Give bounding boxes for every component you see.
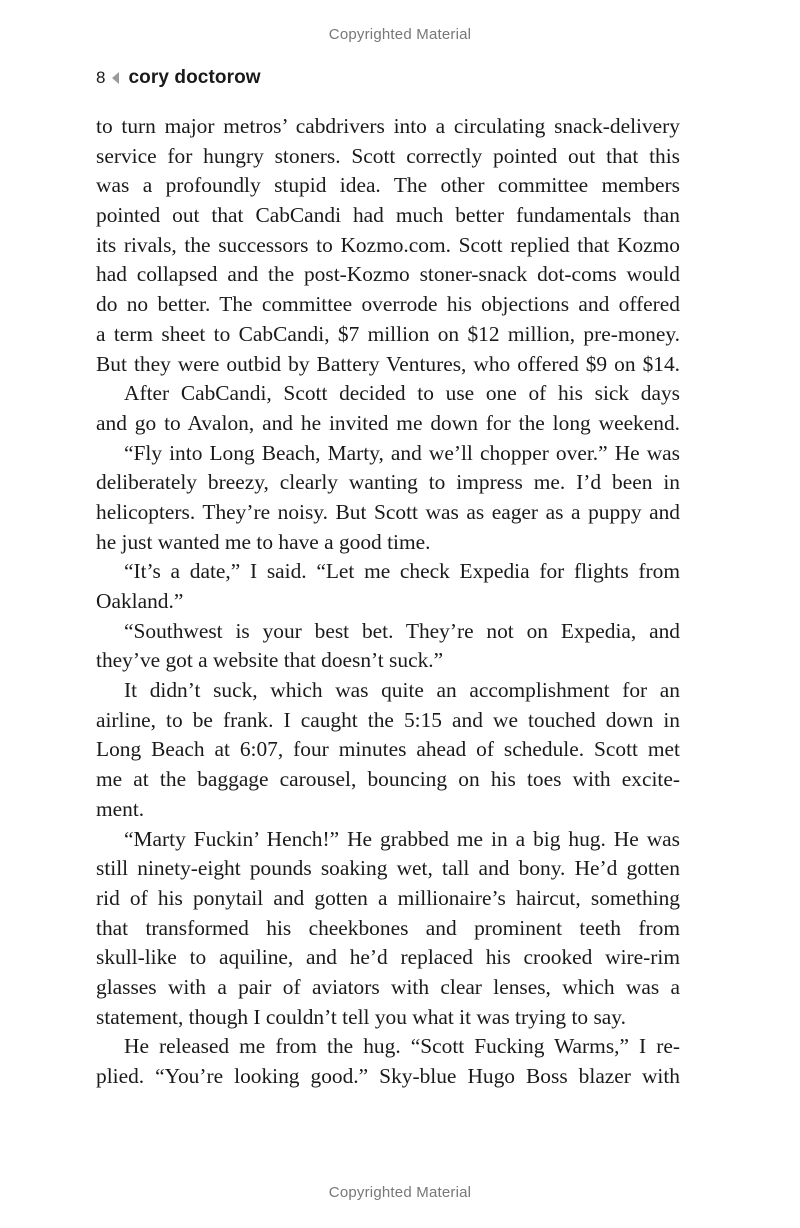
text-line: After CabCandi, Scott decided to use one of his sick days	[124, 381, 680, 406]
text-line: ment.	[96, 796, 145, 821]
text-line: “It’s a date,” I said. “Let me check Expedia for flights from	[124, 559, 680, 584]
copyright-watermark-bottom: Copyrighted Material	[328, 1184, 472, 1201]
running-head-author: cory doctorow	[128, 67, 261, 88]
text-line: Long Beach at 6:07, four minutes ahead of schedule. Scott met	[96, 737, 680, 762]
text-line: he just wanted me to have a good time.	[96, 529, 431, 554]
text-line: a term sheet to CabCandi, $7 million on $12 million, pre-money.	[96, 321, 680, 346]
text-line: to turn major metros’ cabdrivers into a circulating snack-delivery	[96, 114, 680, 138]
text-line: “Southwest is your best bet. They’re not on Expedia, and	[124, 618, 680, 643]
text-line: had collapsed and the post-Kozmo stoner-snack dot-coms would	[96, 262, 680, 287]
body-text	[96, 112, 680, 1092]
triangle-left-icon	[112, 72, 119, 84]
page-number: 8	[96, 68, 106, 87]
text-line: helicopters. They’re noisy. But Scott was as eager as a puppy and	[96, 499, 680, 524]
text-line: and go to Avalon, and he invited me down for the long weekend.	[96, 410, 680, 435]
text-line: He released me from the hug. “Scott Fucking Warms,” I re-	[124, 1034, 680, 1059]
text-line: that transformed his cheekbones and prominent teeth from	[96, 915, 680, 940]
text-line: its rivals, the successors to Kozmo.com. Scott replied that Kozmo	[96, 232, 680, 257]
text-line: me at the baggage carousel, bouncing on his toes with excite-	[96, 767, 680, 792]
text-line: still ninety-eight pounds soaking wet, tall and bony. He’d gotten	[96, 856, 680, 881]
text-line: It didn’t suck, which was quite an accomplishment for an	[124, 678, 680, 703]
text-line: skull-like to aquiline, and he’d replaced his crooked wire-rim	[96, 945, 680, 970]
text-line: rid of his ponytail and gotten a millionaire’s haircut, something	[96, 885, 680, 910]
copyright-watermark-top: Copyrighted Material	[328, 26, 472, 43]
text-line: airline, to be frank. I caught the 5:15 and we touched down in	[96, 707, 680, 732]
text-line: Oakland.”	[96, 589, 184, 613]
text-line: do no better. The committee overrode his objections and offered	[96, 292, 680, 317]
text-line: statement, though I couldn’t tell you what it was trying to say.	[96, 1004, 626, 1029]
text-line: they’ve got a website that doesn’t suck.”	[96, 648, 444, 673]
text-line: “Fly into Long Beach, Marty, and we’ll chopper over.” He was	[124, 440, 680, 465]
text-line: glasses with a pair of aviators with clear lenses, which was a	[96, 974, 680, 999]
text-line: service for hungry stoners. Scott correctly pointed out that this	[96, 143, 680, 168]
text-line: was a profoundly stupid idea. The other committee members	[96, 173, 680, 198]
text-line: deliberately breezy, clearly wanting to impress me. I’d been in	[96, 470, 680, 495]
text-line: pointed out that CabCandi had much better fundamentals than	[96, 203, 680, 228]
running-head	[96, 66, 261, 90]
text-line: “Marty Fuckin’ Hench!” He grabbed me in a big hug. He was	[124, 826, 680, 851]
text-line: But they were outbid by Battery Ventures, who offered $9 on $14.	[96, 351, 680, 376]
text-line: plied. “You’re looking good.” Sky-blue Hugo Boss blazer with	[96, 1064, 680, 1088]
